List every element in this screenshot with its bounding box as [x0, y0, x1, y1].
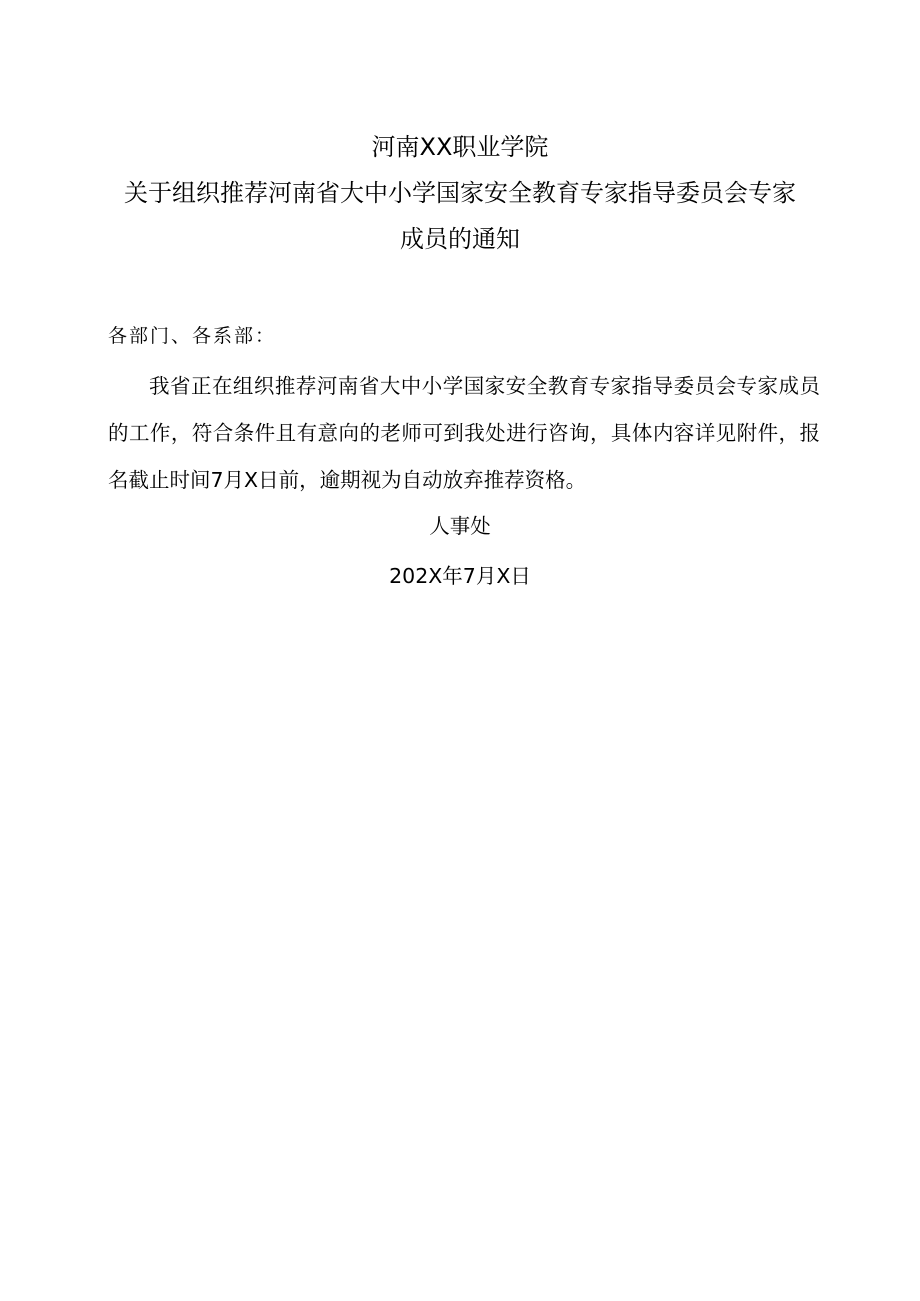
salutation: 各部门、各系部： [108, 325, 277, 347]
document-title [0, 124, 920, 262]
body-paragraph: 我省正在组织推荐河南省大中小学国家安全教育专家指导委员会专家成员的工作，符合条件且有意向的老师可到我处进行咨询，具体内容详见附件，报名截止时间7月X日前，逾期视为自动放弃推荐资格。 [108, 374, 820, 492]
issuing-department: 人事处 [429, 514, 491, 538]
title-line-subject-end: 成员的通知 [400, 225, 520, 253]
title-line-subject: 关于组织推荐河南省大中小学国家安全教育专家指导委员会专家 [124, 179, 796, 207]
title-line-school: 河南XX职业学院 [371, 133, 549, 161]
issue-date: 202X年7月X日 [389, 564, 531, 588]
